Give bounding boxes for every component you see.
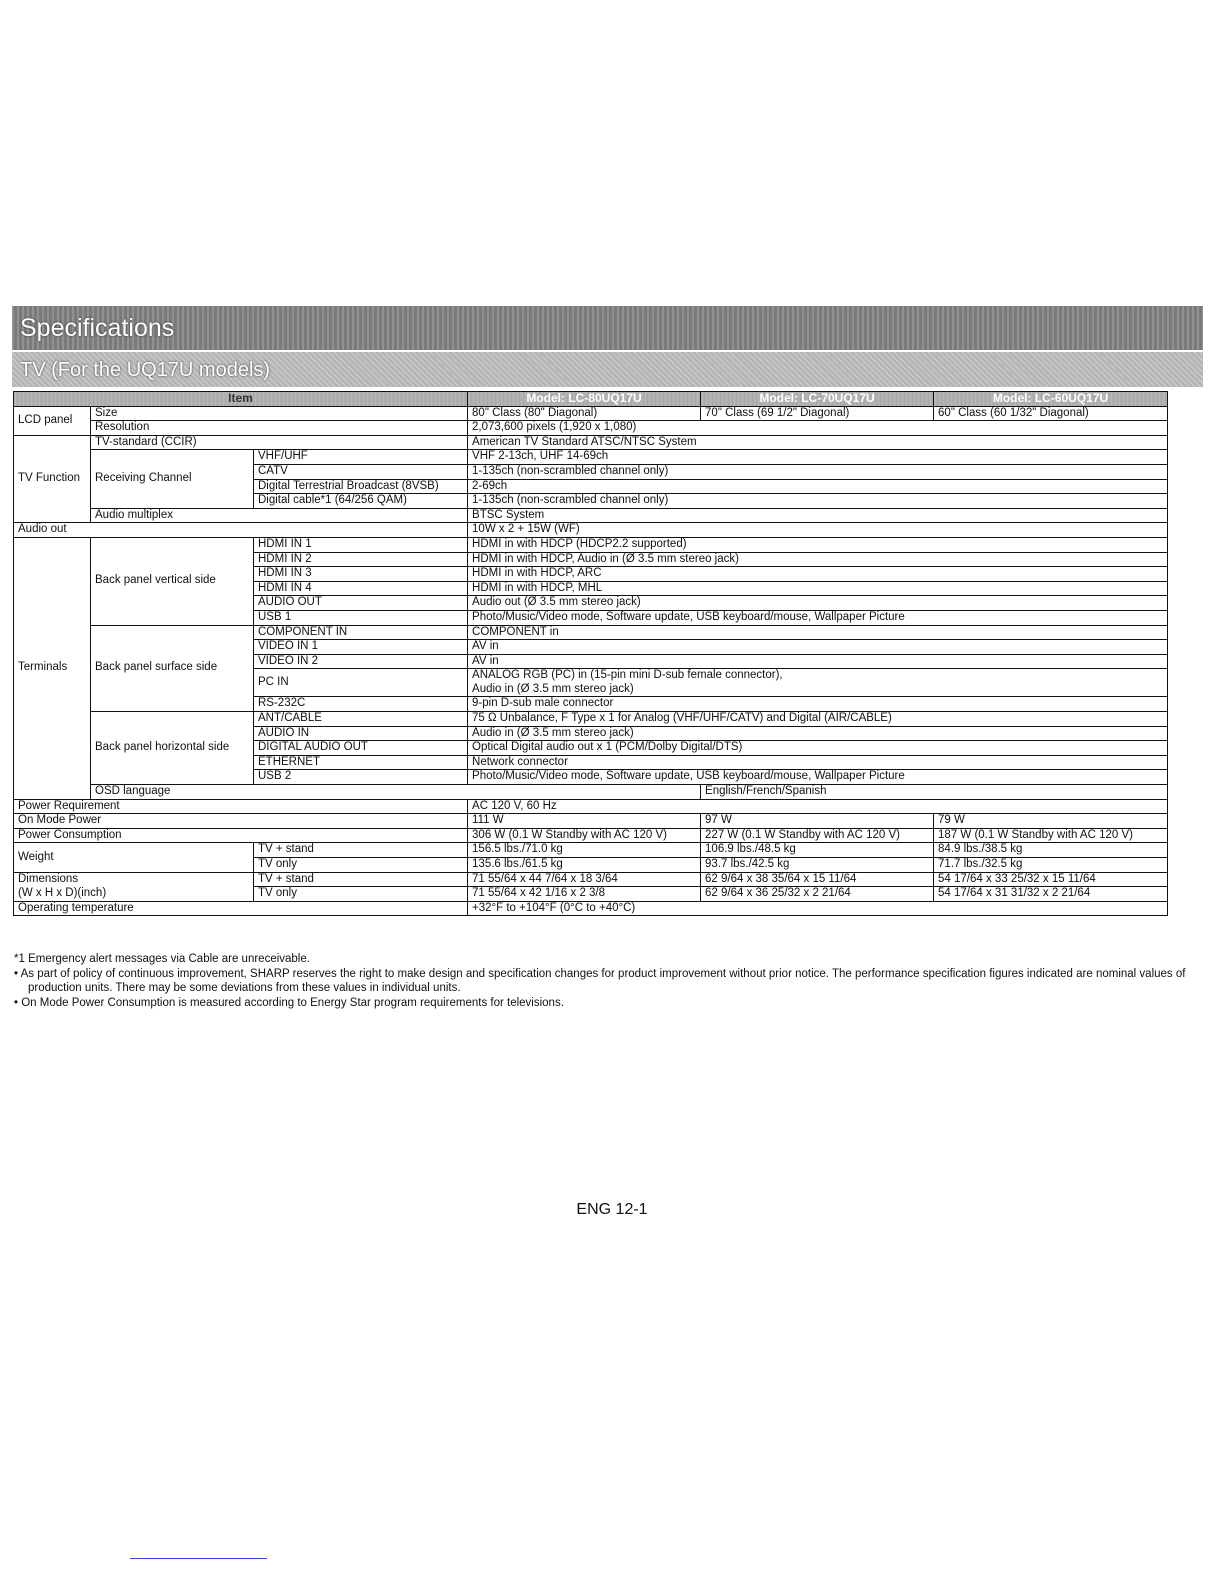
row-label: DIGITAL AUDIO OUT [254,741,468,756]
row-group-label: Dimensions [14,872,254,887]
cell-value: HDMI in with HDCP, MHL [468,581,1168,596]
row-subgroup-label: Back panel horizontal side [91,712,254,785]
cell-value: 306 W (0.1 W Standby with AC 120 V) [468,828,701,843]
table-row [14,406,1168,421]
cell-value: Photo/Music/Video mode, Software update, USB keyboard/mouse, Wallpaper Picture [468,610,1168,625]
cell-value: VHF 2-13ch, UHF 14-69ch [468,450,1168,465]
row-label: AUDIO IN [254,726,468,741]
cell-value: HDMI in with HDCP (HDCP2.2 supported) [468,537,1168,552]
table-row [14,421,1168,436]
cell-value: HDMI in with HDCP, ARC [468,567,1168,582]
cell-value: 79 W [934,814,1168,829]
row-label: VHF/UHF [254,450,468,465]
cell-value: 93.7 lbs./42.5 kg [701,858,934,873]
row-label: VIDEO IN 2 [254,654,468,669]
row-subgroup-label: Back panel surface side [91,625,254,712]
row-label: COMPONENT IN [254,625,468,640]
row-label: Resolution [91,421,468,436]
cell-value: 71 55/64 x 44 7/64 x 18 3/64 [468,872,701,887]
cell-value: 54 17/64 x 33 25/32 x 15 11/64 [934,872,1168,887]
row-label: HDMI IN 3 [254,567,468,582]
cell-value: 2,073,600 pixels (1,920 x 1,080) [468,421,1168,436]
row-label: TV-standard (CCIR) [91,435,468,450]
row-label: Digital Terrestrial Broadcast (8VSB) [254,479,468,494]
row-label: PC IN [254,669,468,697]
table-row [14,887,1168,902]
note-bullet: • On Mode Power Consumption is measured according to Energy Star program requirements for televisions. [14,996,564,1009]
header-model-70: Model: LC-70UQ17U [701,392,934,407]
cell-value: 2-69ch [468,479,1168,494]
cell-value: HDMI in with HDCP, Audio in (Ø 3.5 mm stereo jack) [468,552,1168,567]
cell-value: +32°F to +104°F (0°C to +40°C) [468,901,1168,916]
row-label: CATV [254,464,468,479]
cell-value: 135.6 lbs./61.5 kg [468,858,701,873]
row-group-label: Weight [14,843,254,872]
cell-value: 10W x 2 + 15W (WF) [468,523,1168,538]
cell-value: English/French/Spanish [701,785,1168,800]
cell-value: AC 120 V, 60 Hz [468,799,1168,814]
cell-value: Network connector [468,755,1168,770]
cell-value: COMPONENT in [468,625,1168,640]
row-label: TV only [254,887,468,902]
cell-value: 9-pin D-sub male connector [468,697,1168,712]
table-row [14,435,1168,450]
cell-value: 80" Class (80" Diagonal) [468,406,701,421]
table-row [14,814,1168,829]
cell-value: 54 17/64 x 31 31/32 x 2 21/64 [934,887,1168,902]
cell-value: 71 55/64 x 42 1/16 x 2 3/8 [468,887,701,902]
table-row [14,537,1168,552]
row-label: On Mode Power [14,814,468,829]
row-label: OSD language [91,785,701,800]
cell-value: 1-135ch (non-scrambled channel only) [468,494,1168,509]
cell-value: 71.7 lbs./32.5 kg [934,858,1168,873]
row-label: TV only [254,858,468,873]
cell-value: Audio out (Ø 3.5 mm stereo jack) [468,596,1168,611]
table-row [14,843,1168,858]
row-subgroup-label: Receiving Channel [91,450,254,508]
row-label: TV + stand [254,872,468,887]
cell-value: 84.9 lbs./38.5 kg [934,843,1168,858]
cell-value: 75 Ω Unbalance, F Type x 1 for Analog (VHF/UHF/CATV) and Digital (AIR/CABLE) [468,712,1168,727]
cell-value: 70" Class (69 1/2" Diagonal) [701,406,934,421]
cell-value: 62 9/64 x 38 35/64 x 15 11/64 [701,872,934,887]
table-row [14,828,1168,843]
row-label: Audio multiplex [91,508,468,523]
cell-value: Photo/Music/Video mode, Software update, USB keyboard/mouse, Wallpaper Picture [468,770,1168,785]
footer-rule [130,1558,267,1559]
cell-value: 1-135ch (non-scrambled channel only) [468,464,1168,479]
table-row [14,785,1168,800]
row-group-label: LCD panel [14,406,91,435]
row-label: TV + stand [254,843,468,858]
header-item: Item [14,392,468,407]
row-group-label: Terminals [14,537,91,799]
row-label: AUDIO OUT [254,596,468,611]
cell-value: American TV Standard ATSC/NTSC System [468,435,1168,450]
cell-value: 62 9/64 x 36 25/32 x 2 21/64 [701,887,934,902]
row-label: ETHERNET [254,755,468,770]
footnote: *1 Emergency alert messages via Cable are unreceivable. [14,953,310,965]
table-row [14,872,1168,887]
row-label: HDMI IN 2 [254,552,468,567]
cell-value: AV in [468,654,1168,669]
header-model-60: Model: LC-60UQ17U [934,392,1168,407]
row-label: ANT/CABLE [254,712,468,727]
table-row [14,523,1168,538]
cell-value: Optical Digital audio out x 1 (PCM/Dolby Digital/DTS) [468,741,1168,756]
cell-value: 111 W [468,814,701,829]
section-title: Specifications [12,306,1203,350]
row-label: Audio out [14,523,468,538]
cell-value: 227 W (0.1 W Standby with AC 120 V) [701,828,934,843]
cell-value: BTSC System [468,508,1168,523]
row-label: VIDEO IN 1 [254,640,468,655]
row-label: RS-232C [254,697,468,712]
row-label: Power Consumption [14,828,468,843]
cell-value: 187 W (0.1 W Standby with AC 120 V) [934,828,1168,843]
cell-value: ANALOG RGB (PC) in (15-pin mini D-sub female connector), [468,669,1168,683]
cell-value: AV in [468,640,1168,655]
row-subgroup-label: Back panel vertical side [91,537,254,625]
cell-value: Audio in (Ø 3.5 mm stereo jack) [468,683,1168,697]
row-label: Power Requirement [14,799,468,814]
table-row [14,450,1168,465]
row-label: USB 1 [254,610,468,625]
specifications-table [13,391,1168,916]
cell-value: 97 W [701,814,934,829]
table-row [14,508,1168,523]
table-row [14,799,1168,814]
row-label: Size [91,406,468,421]
page-number: ENG 12-1 [576,1201,648,1218]
row-label: HDMI IN 1 [254,537,468,552]
section-subtitle: TV (For the UQ17U models) [12,352,1203,387]
header-model-80: Model: LC-80UQ17U [468,392,701,407]
row-label: HDMI IN 4 [254,581,468,596]
row-label: Operating temperature [14,901,468,916]
note-bullet: • As part of policy of continuous improvement, SHARP reserves the right to make design and specification changes for product improvement without prior notice. The performance specification figures indicated are nominal values of production units. There may be some deviations from these values in individual units. [14,967,1186,994]
notes [14,952,1204,1010]
table-row [14,901,1168,916]
cell-value: 156.5 lbs./71.0 kg [468,843,701,858]
table-row [14,625,1168,640]
cell-value: 106.9 lbs./48.5 kg [701,843,934,858]
row-group-label: TV Function [14,435,91,523]
table-row [14,712,1168,727]
row-label: Digital cable*1 (64/256 QAM) [254,494,468,509]
row-label: USB 2 [254,770,468,785]
cell-value: Audio in (Ø 3.5 mm stereo jack) [468,726,1168,741]
table-header-row [14,392,1168,407]
row-group-label: (W x H x D)(inch) [14,887,254,902]
cell-value: 60" Class (60 1/32" Diagonal) [934,406,1168,421]
